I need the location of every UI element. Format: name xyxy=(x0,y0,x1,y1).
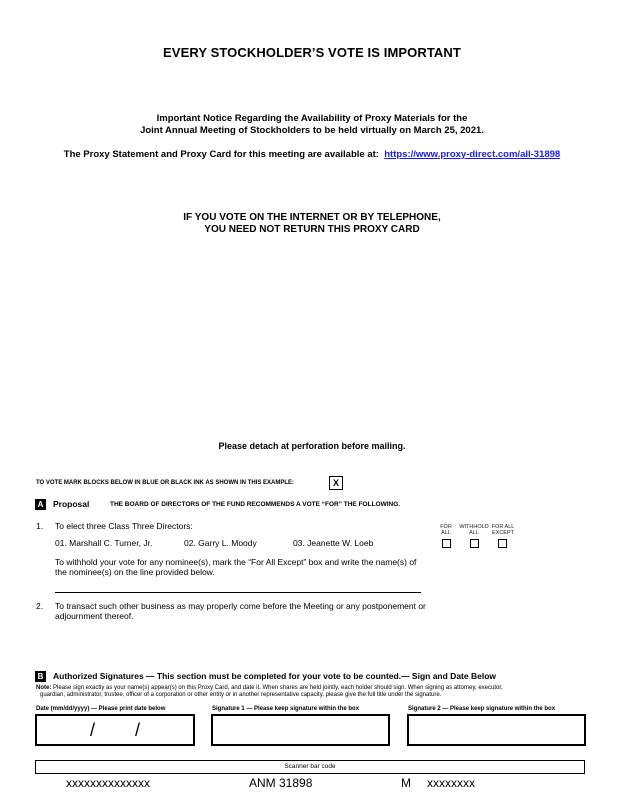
availability-text: The Proxy Statement and Proxy Card for this meeting are available at: xyxy=(63,149,379,160)
item-2-line-2: adjournment thereof. xyxy=(55,611,134,621)
item-1-text: To elect three Class Three Directors: xyxy=(55,521,193,531)
item-2-line-1: To transact such other business as may properly come before the Meeting or any postponement or xyxy=(55,601,426,611)
date-input-box[interactable] xyxy=(35,714,195,746)
withhold-all-header xyxy=(458,524,490,536)
notice-line-1: Important Notice Regarding the Availability of Proxy Materials for the xyxy=(156,113,468,124)
detach-instruction: Please detach at perforation before mailing. xyxy=(218,441,406,451)
example-mark-box: X xyxy=(329,476,343,490)
scanner-barcode-label: Scanner bar code xyxy=(284,763,336,770)
section-b-title: Authorized Signatures — This section must be completed for your vote to be counted.— Sign and Date Below xyxy=(53,671,496,681)
internet-notice-line-1: IF YOU VOTE ON THE INTERNET OR BY TELEPHONE, xyxy=(183,212,441,223)
notice-line-2: Joint Annual Meeting of Stockholders to be held virtually on March 25, 2021. xyxy=(140,125,484,136)
note-line-2: guardian, administrator, trustee, officer of a corporation or other entity or in another representative capacity, please give the full title under the signature. xyxy=(40,692,442,698)
for-all-except-header xyxy=(490,524,516,536)
item-1-number: 1. xyxy=(36,521,44,531)
signature-1-box[interactable] xyxy=(211,714,390,746)
for-all-header xyxy=(436,524,456,536)
code-right: xxxxxxxx xyxy=(427,776,475,790)
code-m: M xyxy=(401,776,411,790)
page-title: EVERY STOCKHOLDER’S VOTE IS IMPORTANT xyxy=(163,45,461,60)
signature-1-label: Signature 1 — Please keep signature within the box xyxy=(212,706,360,712)
proxy-materials-link[interactable]: https://www.proxy-direct.com/all-31898 xyxy=(384,149,561,160)
for-all-except-checkbox[interactable] xyxy=(498,539,507,548)
section-a-badge: A xyxy=(35,499,46,510)
section-b-badge: B xyxy=(35,671,46,682)
nominee-exception-line[interactable] xyxy=(55,592,421,593)
for-all-header-line2: ALL xyxy=(441,530,451,536)
note-label: Note: xyxy=(36,685,52,691)
signature-2-box[interactable] xyxy=(407,714,586,746)
code-left: xxxxxxxxxxxxxx xyxy=(66,776,150,790)
withhold-all-header-line2: ALL xyxy=(469,530,479,536)
for-all-except-header-line2: EXCEPT xyxy=(491,530,514,536)
withhold-instruction-line-1: To withhold your vote for any nominee(s), mark the “For All Except” box and write the name(s) of xyxy=(55,557,417,567)
date-slashes: / / xyxy=(89,720,140,740)
internet-notice-line-2: YOU NEED NOT RETURN THIS PROXY CARD xyxy=(204,224,420,235)
scanner-barcode-box xyxy=(35,760,585,774)
withhold-instruction-line-2: the nominee(s) on the line provided below. xyxy=(55,567,215,577)
nominee-1: 01. Marshall C. Turner, Jr. xyxy=(55,538,153,548)
note-line-1: Please sign exactly as your name(s) appear(s) on this Proxy Card, and date it. When shares are held jointly, each holder should sign. When signing as attorney, executor, xyxy=(53,685,503,691)
availability-line xyxy=(0,149,624,161)
for-all-header-line1: FOR xyxy=(440,524,452,530)
date-label: Date (mm/dd/yyyy) — Please print date below xyxy=(36,706,166,712)
for-all-checkbox[interactable] xyxy=(442,539,451,548)
board-recommendation: THE BOARD OF DIRECTORS OF THE FUND RECOMMENDS A VOTE “FOR” THE FOLLOWING. xyxy=(110,501,401,508)
nominee-3: 03. Jeanette W. Loeb xyxy=(293,538,374,548)
example-label: TO VOTE MARK BLOCKS BELOW IN BLUE OR BLACK INK AS SHOWN IN THIS EXAMPLE: xyxy=(36,480,294,486)
signature-2-label: Signature 2 — Please keep signature within the box xyxy=(408,706,556,712)
withhold-all-header-line1: WITHHOLD xyxy=(459,524,489,530)
nominee-2: 02. Garry L. Moody xyxy=(184,538,257,548)
section-a-title: Proposal xyxy=(53,499,90,509)
item-2-number: 2. xyxy=(36,601,44,611)
withhold-all-checkbox[interactable] xyxy=(470,539,479,548)
for-all-except-header-line1: FOR ALL xyxy=(491,524,515,530)
signature-note xyxy=(36,685,596,699)
code-mid: ANM 31898 xyxy=(249,776,313,790)
